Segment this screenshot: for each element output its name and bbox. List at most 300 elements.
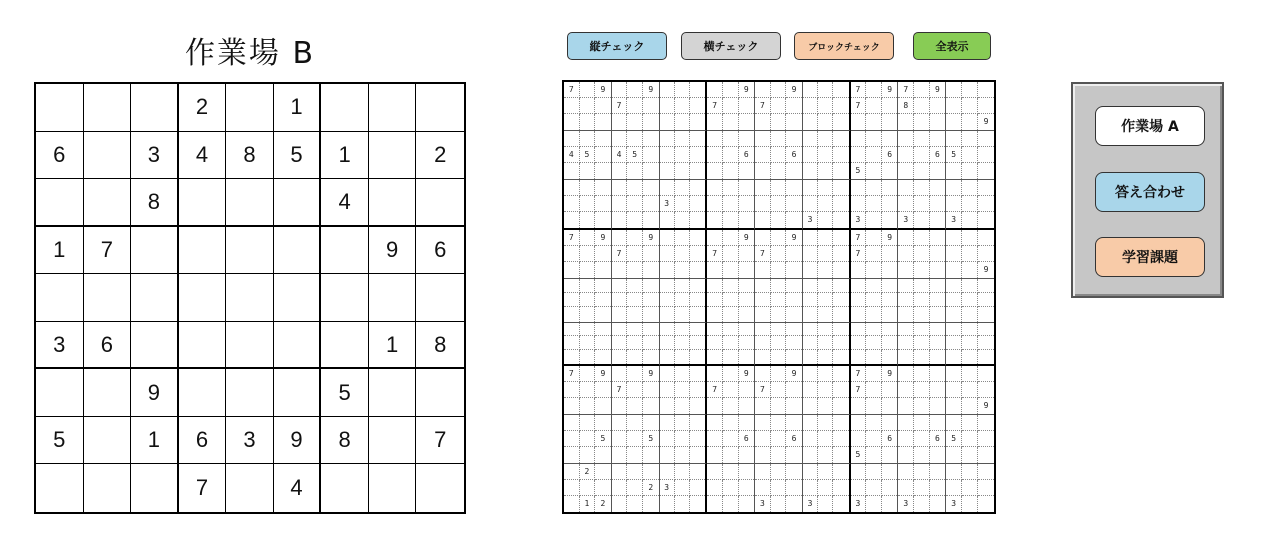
candidate-digit: 3 [851, 496, 867, 512]
sudoku-cell[interactable] [321, 274, 369, 322]
sudoku-cell[interactable]: 9 [131, 369, 179, 417]
sudoku-cell[interactable] [36, 179, 84, 227]
candidate-digit [580, 336, 596, 350]
candidate-cell[interactable] [803, 366, 851, 415]
candidate-digit [690, 323, 705, 337]
candidate-cell[interactable] [612, 323, 660, 367]
sudoku-cell[interactable]: 1 [274, 84, 322, 132]
candidate-cell[interactable] [851, 82, 899, 131]
candidate-cell[interactable] [851, 180, 899, 230]
candidate-digit [786, 293, 802, 307]
sudoku-cell[interactable] [131, 227, 179, 275]
candidate-digit [595, 415, 611, 431]
candidate-cell[interactable] [707, 230, 755, 279]
candidate-digit [564, 496, 580, 512]
sudoku-cell[interactable]: 5 [321, 369, 369, 417]
candidate-digit [914, 464, 930, 480]
vertical-check-button[interactable]: 縦チェック [567, 32, 667, 60]
candidate-digit [660, 431, 675, 447]
sudoku-cell[interactable] [274, 274, 322, 322]
candidate-cell[interactable] [803, 82, 851, 131]
candidate-cell[interactable] [660, 279, 708, 323]
candidate-digit [866, 196, 882, 212]
candidate-cell[interactable] [707, 366, 755, 415]
sudoku-cell[interactable] [369, 417, 417, 465]
candidate-cell[interactable] [851, 230, 899, 279]
candidate-digit [866, 131, 882, 147]
sudoku-cell[interactable] [226, 227, 274, 275]
candidate-cell[interactable] [946, 82, 994, 131]
candidate-digit [833, 246, 848, 262]
sudoku-cell[interactable] [179, 369, 227, 417]
candidate-cell[interactable] [851, 131, 899, 180]
sudoku-cell[interactable]: 8 [321, 417, 369, 465]
candidate-digit [898, 131, 914, 147]
candidate-cell[interactable] [946, 366, 994, 415]
candidate-digit [851, 307, 867, 321]
candidate-cell[interactable] [946, 323, 994, 367]
sudoku-cell[interactable] [84, 464, 132, 512]
candidate-digit [818, 131, 833, 147]
candidate-cell[interactable] [564, 279, 612, 323]
candidate-cell[interactable] [803, 230, 851, 279]
block-check-button[interactable]: ブロックチェック [794, 32, 894, 60]
candidate-digit [882, 480, 898, 496]
sudoku-cell[interactable] [84, 274, 132, 322]
sudoku-cell[interactable]: 2 [416, 132, 464, 180]
sudoku-cell[interactable]: 8 [416, 322, 464, 370]
candidate-digit [627, 366, 643, 382]
candidate-digit [833, 307, 848, 321]
candidate-digit [882, 293, 898, 307]
candidate-digit [595, 98, 611, 114]
candidate-digit [930, 464, 946, 480]
candidate-digit [930, 293, 946, 307]
candidate-digit [851, 323, 867, 337]
candidate-digit [803, 180, 818, 196]
candidate-digit [723, 366, 739, 382]
candidate-cell[interactable] [851, 279, 899, 323]
candidate-cell[interactable] [612, 415, 660, 464]
candidate-digit [866, 180, 882, 196]
sudoku-cell[interactable] [84, 417, 132, 465]
candidate-digit: 9 [595, 366, 611, 382]
sudoku-cell[interactable] [274, 322, 322, 370]
candidate-cell[interactable] [564, 131, 612, 180]
candidate-digit [755, 480, 771, 496]
candidate-digit [882, 398, 898, 414]
sudoku-cell[interactable] [274, 227, 322, 275]
candidate-cell[interactable] [755, 415, 803, 464]
sudoku-cell[interactable]: 4 [274, 464, 322, 512]
candidate-cell[interactable] [898, 279, 946, 323]
page-title: 作業場 B [184, 36, 316, 71]
candidate-digit: 3 [755, 496, 771, 512]
candidate-digit: 5 [851, 447, 867, 463]
sudoku-cell[interactable] [179, 274, 227, 322]
candidate-digit [739, 114, 755, 130]
candidate-digit [882, 262, 898, 278]
candidate-digit [930, 415, 946, 431]
candidate-digit [851, 114, 867, 130]
sudoku-cell[interactable]: 7 [84, 227, 132, 275]
candidate-digit [851, 480, 867, 496]
candidate-cell[interactable] [660, 230, 708, 279]
candidate-digit [803, 262, 818, 278]
candidate-cell[interactable] [755, 279, 803, 323]
candidate-cell[interactable] [755, 366, 803, 415]
candidate-digit [723, 196, 739, 212]
horizontal-check-button[interactable]: 横チェック [681, 32, 781, 60]
sudoku-cell[interactable]: 3 [36, 322, 84, 370]
candidate-cell[interactable] [707, 82, 755, 131]
candidate-cell[interactable] [660, 323, 708, 367]
sudoku-cell[interactable]: 6 [416, 227, 464, 275]
candidate-digit [643, 398, 659, 414]
candidate-cell[interactable] [946, 180, 994, 230]
candidate-digit: 7 [851, 98, 867, 114]
sudoku-cell[interactable]: 5 [36, 417, 84, 465]
candidate-digit [946, 398, 962, 414]
candidate-digit: 6 [739, 147, 755, 163]
candidate-digit [818, 382, 833, 398]
sudoku-cell[interactable]: 8 [226, 132, 274, 180]
candidate-digit [739, 496, 755, 512]
candidate-cell[interactable] [660, 366, 708, 415]
candidate-cell[interactable] [755, 323, 803, 367]
candidate-digit [723, 336, 739, 350]
sudoku-cell[interactable]: 6 [179, 417, 227, 465]
candidate-cell[interactable] [612, 82, 660, 131]
candidate-cell[interactable] [755, 230, 803, 279]
sudoku-cell[interactable] [131, 322, 179, 370]
candidate-digit [739, 415, 755, 431]
candidate-digit [564, 398, 580, 414]
candidate-digit [851, 431, 867, 447]
candidate-digit: 7 [851, 82, 867, 98]
candidate-digit [914, 163, 930, 179]
candidate-digit [833, 279, 848, 293]
candidate-cell[interactable] [851, 464, 899, 512]
sudoku-cell[interactable]: 2 [179, 84, 227, 132]
candidate-digit [627, 336, 643, 350]
candidate-digit [930, 480, 946, 496]
candidate-cell[interactable] [707, 464, 755, 512]
check-answers-button[interactable]: 答え合わせ [1095, 172, 1205, 212]
candidate-digit [771, 180, 787, 196]
candidate-digit [833, 366, 848, 382]
sudoku-cell[interactable]: 4 [179, 132, 227, 180]
sudoku-cell[interactable] [369, 274, 417, 322]
candidate-cell[interactable] [898, 180, 946, 230]
sudoku-cell[interactable] [226, 369, 274, 417]
candidate-digit [690, 212, 705, 228]
candidate-cell[interactable] [803, 131, 851, 180]
candidate-cell[interactable] [660, 180, 708, 230]
study-tasks-button[interactable]: 学習課題 [1095, 237, 1205, 277]
candidate-digit [564, 464, 580, 480]
sudoku-cell[interactable] [226, 322, 274, 370]
candidate-cell[interactable] [851, 415, 899, 464]
sudoku-cell[interactable] [226, 464, 274, 512]
sudoku-cell[interactable] [84, 132, 132, 180]
candidate-digit [866, 82, 882, 98]
sudoku-cell[interactable]: 5 [274, 132, 322, 180]
candidate-digit [707, 398, 723, 414]
candidate-cell[interactable] [612, 366, 660, 415]
sudoku-cell[interactable] [369, 132, 417, 180]
candidate-cell[interactable] [946, 415, 994, 464]
candidate-cell[interactable] [564, 230, 612, 279]
sudoku-cell[interactable] [321, 464, 369, 512]
sudoku-cell[interactable] [226, 179, 274, 227]
sudoku-cell[interactable] [226, 274, 274, 322]
workspace-a-button[interactable]: 作業場 A [1095, 106, 1205, 146]
candidate-digit [723, 98, 739, 114]
candidate-digit [675, 415, 690, 431]
candidate-digit [755, 307, 771, 321]
candidate-cell[interactable] [755, 464, 803, 512]
candidate-digit [946, 307, 962, 321]
candidate-digit [962, 147, 978, 163]
sudoku-cell[interactable]: 9 [369, 227, 417, 275]
candidate-cell[interactable] [755, 131, 803, 180]
candidate-digit [612, 279, 628, 293]
candidate-digit [564, 307, 580, 321]
sudoku-cell[interactable]: 7 [416, 417, 464, 465]
sudoku-cell[interactable] [369, 464, 417, 512]
candidate-cell[interactable] [851, 366, 899, 415]
candidate-digit [660, 464, 675, 480]
sudoku-cell[interactable] [84, 84, 132, 132]
sudoku-cell[interactable] [36, 369, 84, 417]
candidate-digit: 5 [595, 431, 611, 447]
candidate-digit: 5 [946, 431, 962, 447]
sudoku-cell[interactable] [321, 227, 369, 275]
candidate-digit [595, 279, 611, 293]
sudoku-cell[interactable] [131, 464, 179, 512]
candidate-cell[interactable] [612, 131, 660, 180]
sudoku-cell[interactable]: 1 [369, 322, 417, 370]
candidate-cell[interactable] [898, 415, 946, 464]
candidate-cell[interactable] [707, 415, 755, 464]
sudoku-cell[interactable]: 3 [131, 132, 179, 180]
candidate-cell[interactable] [564, 180, 612, 230]
candidate-digit [564, 114, 580, 130]
sudoku-cell[interactable] [416, 84, 464, 132]
candidate-cell[interactable] [564, 323, 612, 367]
candidate-digit [580, 131, 596, 147]
candidate-digit [930, 212, 946, 228]
candidate-digit [771, 382, 787, 398]
candidate-digit: 9 [983, 117, 989, 126]
sudoku-cell[interactable] [274, 179, 322, 227]
candidate-digit [771, 131, 787, 147]
candidate-digit [707, 447, 723, 463]
candidate-digit [833, 415, 848, 431]
candidate-digit [898, 230, 914, 246]
candidate-digit [930, 163, 946, 179]
candidate-digit [898, 350, 914, 364]
candidate-digit [930, 398, 946, 414]
candidate-digit [690, 98, 705, 114]
sudoku-cell[interactable] [36, 274, 84, 322]
candidate-cell[interactable] [564, 464, 612, 512]
sudoku-cell[interactable] [179, 322, 227, 370]
candidate-cell[interactable] [660, 415, 708, 464]
candidate-digit: 3 [660, 196, 675, 212]
candidate-cell[interactable] [946, 131, 994, 180]
sudoku-cell[interactable] [226, 84, 274, 132]
candidate-cell[interactable] [946, 279, 994, 323]
candidate-cell[interactable] [612, 180, 660, 230]
candidate-digit [786, 98, 802, 114]
candidate-digit: 3 [898, 212, 914, 228]
sudoku-cell[interactable] [36, 464, 84, 512]
candidate-cell[interactable] [564, 415, 612, 464]
candidate-cell[interactable] [803, 464, 851, 512]
candidate-cell[interactable] [898, 323, 946, 367]
sudoku-cell[interactable] [84, 179, 132, 227]
candidate-digit [723, 82, 739, 98]
candidate-digit: 7 [564, 230, 580, 246]
candidate-digit [898, 480, 914, 496]
candidate-digit [978, 98, 994, 114]
candidate-digit [930, 496, 946, 512]
candidate-digit [675, 480, 690, 496]
candidate-cell[interactable] [612, 279, 660, 323]
sudoku-cell[interactable]: 9 [274, 417, 322, 465]
sudoku-cell[interactable] [179, 179, 227, 227]
candidate-digit [675, 82, 690, 98]
sudoku-cell[interactable] [321, 84, 369, 132]
sudoku-cell[interactable] [369, 179, 417, 227]
candidate-digit [898, 382, 914, 398]
candidate-cell[interactable] [803, 415, 851, 464]
candidate-digit [707, 279, 723, 293]
candidate-cell[interactable] [707, 279, 755, 323]
candidate-cell[interactable] [946, 464, 994, 512]
candidate-digit [978, 366, 994, 382]
candidate-digit [612, 323, 628, 337]
sudoku-cell[interactable] [84, 369, 132, 417]
candidate-digit [612, 480, 628, 496]
sudoku-cell[interactable] [131, 274, 179, 322]
candidate-cell[interactable] [898, 464, 946, 512]
candidate-cell[interactable] [803, 180, 851, 230]
candidate-digit [580, 230, 596, 246]
candidate-digit: 7 [707, 382, 723, 398]
candidate-digit [978, 496, 994, 512]
candidate-cell[interactable] [612, 230, 660, 279]
candidate-cell[interactable] [707, 323, 755, 367]
candidate-digit: 7 [612, 98, 628, 114]
candidate-digit [818, 447, 833, 463]
candidate-digit [898, 431, 914, 447]
candidate-digit [707, 336, 723, 350]
sudoku-cell[interactable] [274, 369, 322, 417]
candidate-cell[interactable] [660, 131, 708, 180]
candidate-digit [978, 336, 994, 350]
sudoku-cell[interactable]: 7 [179, 464, 227, 512]
candidate-digit [580, 398, 596, 414]
candidate-cell[interactable] [898, 82, 946, 131]
candidate-digit [833, 163, 848, 179]
candidate-cell[interactable] [564, 366, 612, 415]
candidate-cell[interactable] [707, 180, 755, 230]
candidate-digit [914, 293, 930, 307]
sudoku-cell[interactable] [321, 322, 369, 370]
show-all-button[interactable]: 全表示 [913, 32, 991, 60]
sudoku-cell[interactable]: 4 [321, 179, 369, 227]
candidate-cell[interactable] [755, 180, 803, 230]
candidate-cell[interactable] [898, 131, 946, 180]
candidate-cell[interactable] [803, 279, 851, 323]
candidate-digit [930, 196, 946, 212]
candidate-cell[interactable] [851, 323, 899, 367]
candidate-digit [978, 212, 994, 228]
candidate-cell[interactable] [660, 464, 708, 512]
sudoku-cell[interactable] [416, 369, 464, 417]
candidate-digit [660, 293, 675, 307]
candidate-cell[interactable] [660, 82, 708, 131]
sudoku-cell[interactable]: 6 [84, 322, 132, 370]
candidate-digit: 5 [643, 431, 659, 447]
candidate-digit [755, 350, 771, 364]
candidate-cell[interactable] [946, 230, 994, 279]
candidate-cell[interactable] [564, 82, 612, 131]
candidate-digit [595, 246, 611, 262]
sudoku-cell[interactable] [416, 274, 464, 322]
sudoku-cell[interactable] [36, 84, 84, 132]
candidate-digit [946, 279, 962, 293]
candidate-digit [866, 246, 882, 262]
candidate-digit [675, 98, 690, 114]
candidate-digit [771, 398, 787, 414]
sudoku-cell[interactable]: 1 [36, 227, 84, 275]
candidate-digit [882, 196, 898, 212]
candidate-digit: 9 [882, 82, 898, 98]
candidate-digit [723, 246, 739, 262]
sudoku-cell[interactable] [369, 84, 417, 132]
candidate-cell[interactable] [898, 366, 946, 415]
sudoku-cell[interactable]: 3 [226, 417, 274, 465]
candidate-digit [707, 163, 723, 179]
sudoku-cell[interactable] [416, 464, 464, 512]
candidate-digit [643, 196, 659, 212]
candidate-digit [612, 230, 628, 246]
candidate-digit [755, 447, 771, 463]
sudoku-cell[interactable]: 1 [131, 417, 179, 465]
candidate-cell[interactable] [707, 131, 755, 180]
sudoku-cell[interactable]: 8 [131, 179, 179, 227]
sudoku-cell[interactable] [369, 369, 417, 417]
candidate-cell[interactable] [803, 323, 851, 367]
candidate-digit [595, 212, 611, 228]
candidate-digit [818, 336, 833, 350]
candidate-cell[interactable] [898, 230, 946, 279]
candidate-digit [962, 230, 978, 246]
candidate-cell[interactable] [612, 464, 660, 512]
candidate-digit [803, 114, 818, 130]
sudoku-cell[interactable] [131, 84, 179, 132]
sudoku-cell[interactable]: 1 [321, 132, 369, 180]
sudoku-cell[interactable]: 6 [36, 132, 84, 180]
candidate-cell[interactable] [755, 82, 803, 131]
sudoku-cell[interactable] [416, 179, 464, 227]
candidate-digit [930, 279, 946, 293]
sudoku-cell[interactable] [179, 227, 227, 275]
